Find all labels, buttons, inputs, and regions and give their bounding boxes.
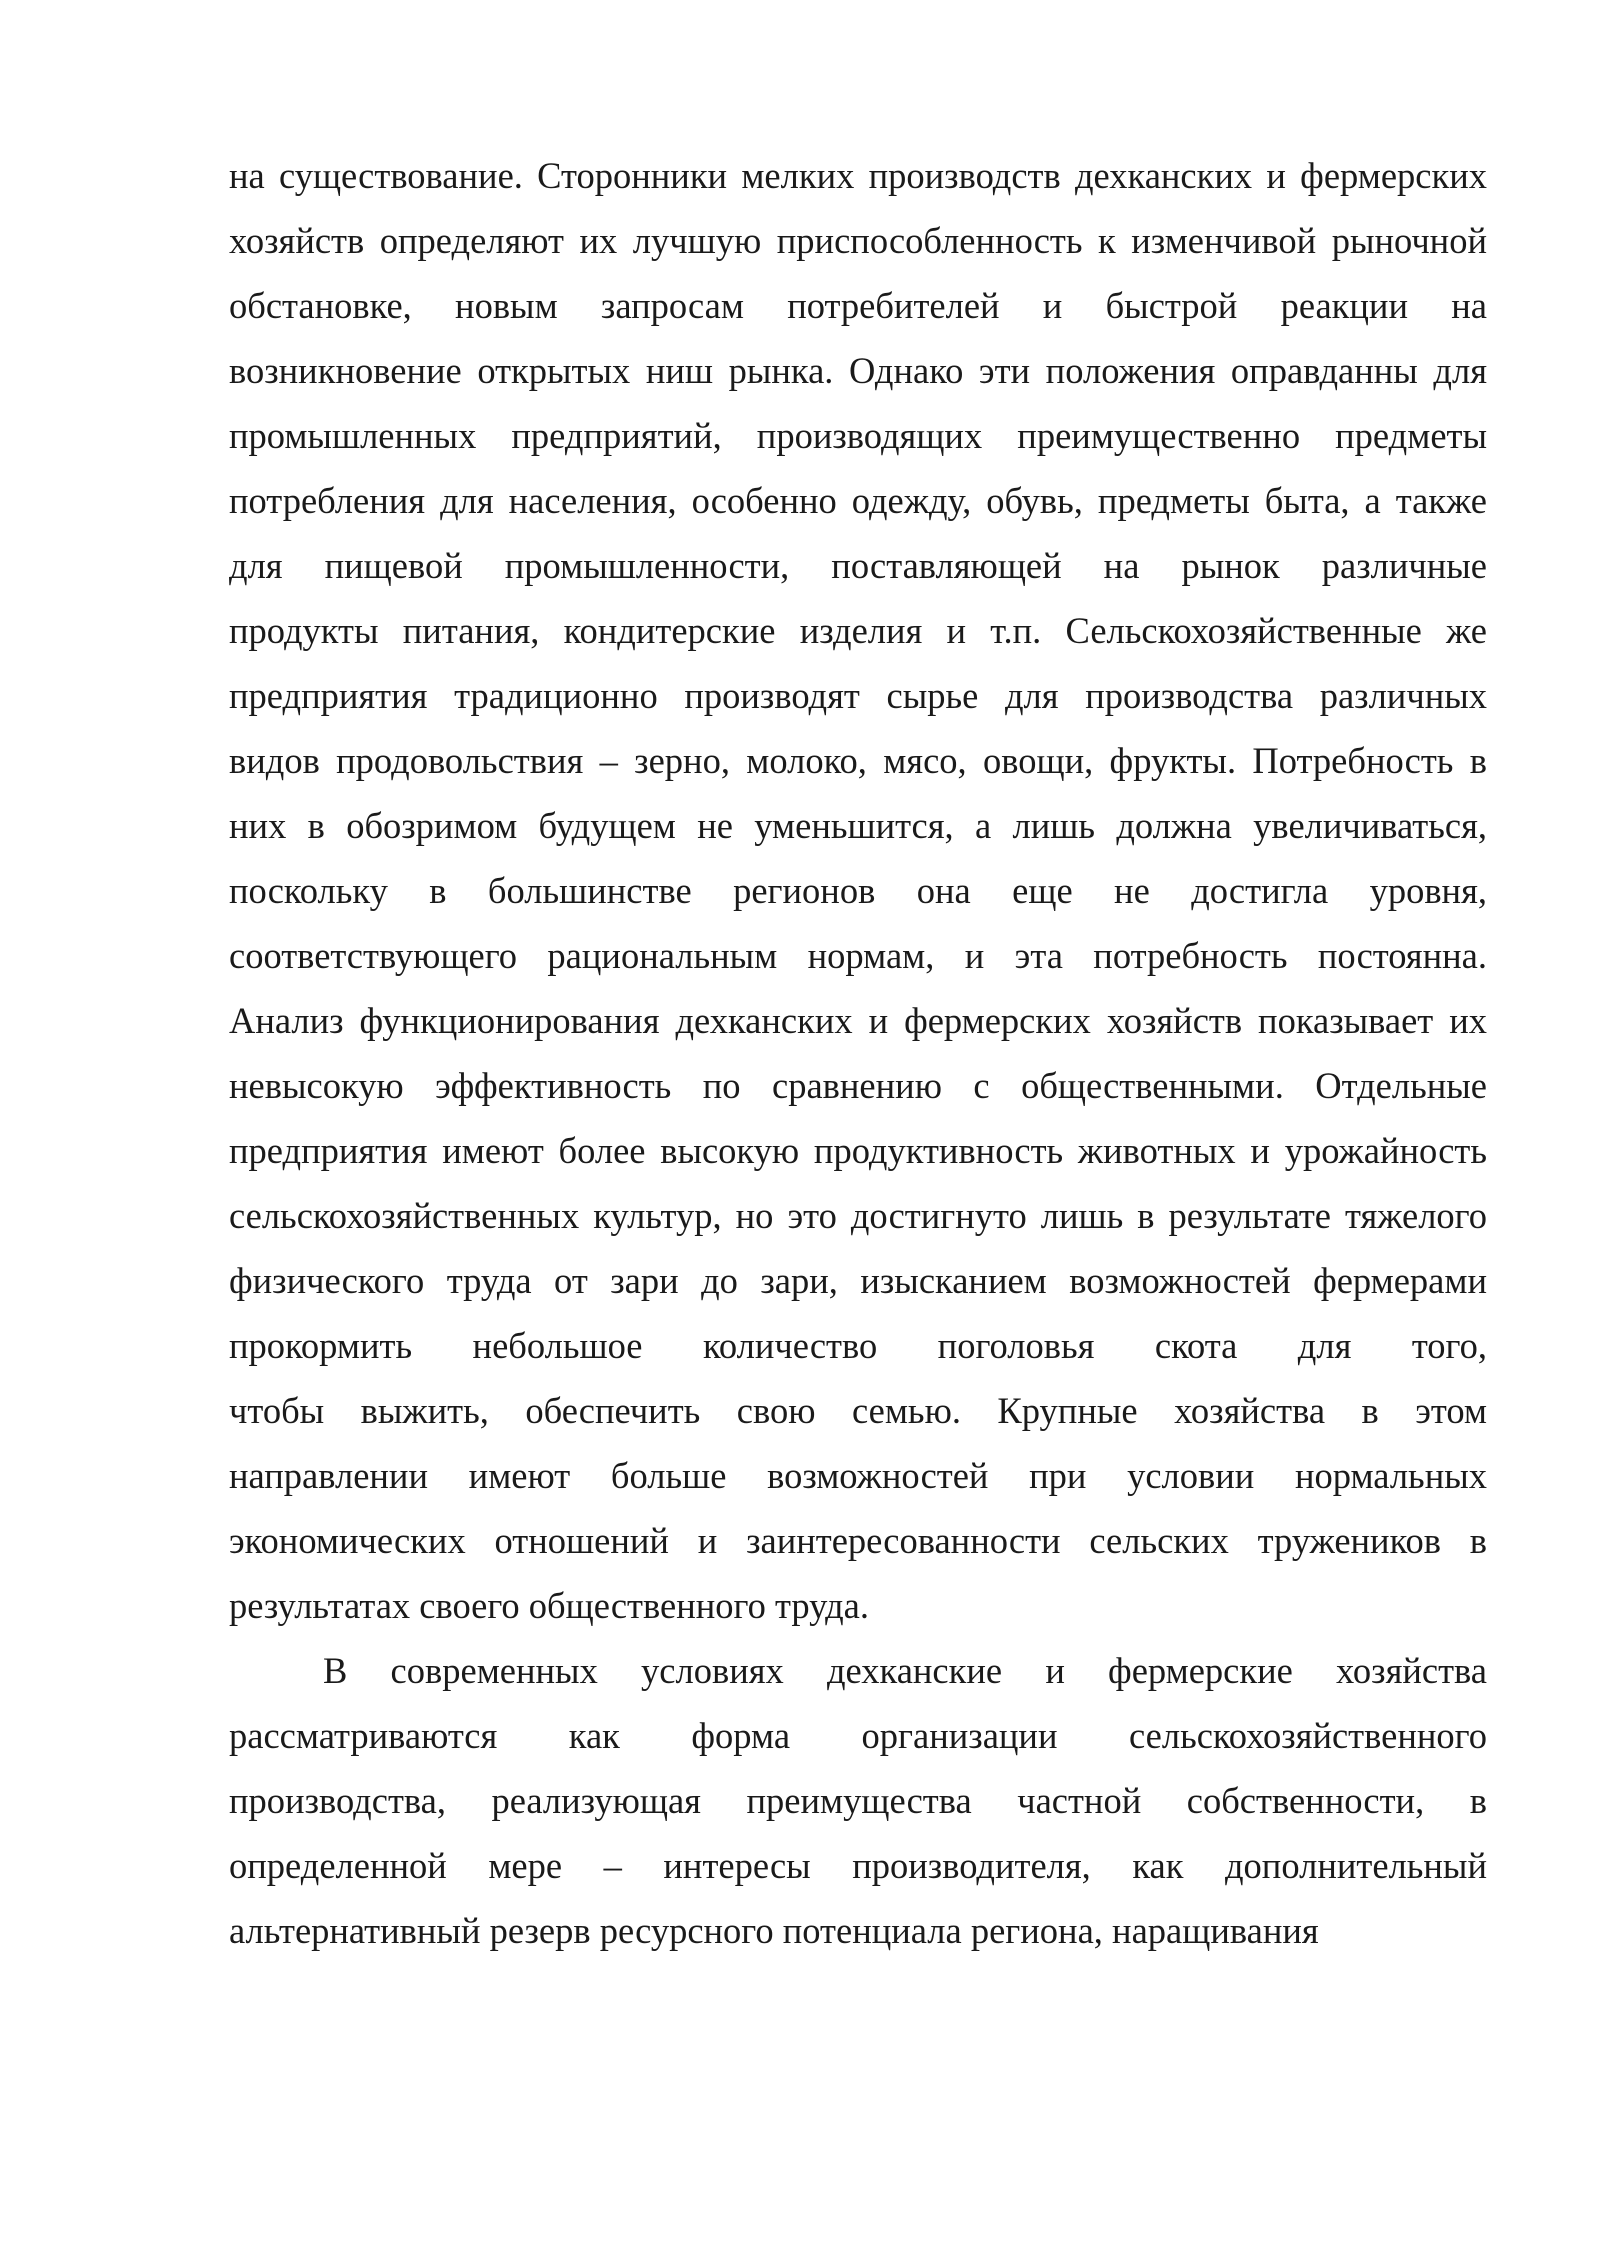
text-line: Анализ функционирования дехканских и фермерских хозяйств показывает их bbox=[229, 1000, 1487, 1041]
text-line: соответствующего рациональным нормам, и эта потребность постоянна. bbox=[229, 935, 1487, 976]
text-line: чтобы выжить, обеспечить свою семью. Крупные хозяйства в этом bbox=[229, 1390, 1487, 1431]
text-line: промышленных предприятий, производящих преимущественно предметы bbox=[229, 415, 1487, 456]
paragraph-last-line: результатах своего общественного труда. bbox=[229, 1585, 869, 1626]
text-line: невысокую эффективность по сравнению с общественными. Отдельные bbox=[229, 1065, 1487, 1106]
paragraph-first-line: В современных условиях дехканские и фермерские хозяйства bbox=[323, 1650, 1487, 1691]
text-line: рассматриваются как форма организации сельскохозяйственного bbox=[229, 1715, 1487, 1756]
text-line: продукты питания, кондитерские изделия и т.п. Сельскохозяйственные же bbox=[229, 610, 1487, 651]
text-line: сельскохозяйственных культур, но это достигнуто лишь в результате тяжелого bbox=[229, 1195, 1487, 1236]
text-line: производства, реализующая преимущества частной собственности, в bbox=[229, 1780, 1487, 1821]
text-line: потребления для населения, особенно одежду, обувь, предметы быта, а также bbox=[229, 480, 1487, 521]
text-line: обстановке, новым запросам потребителей и быстрой реакции на bbox=[229, 285, 1487, 326]
text-line: определенной мере – интересы производителя, как дополнительный bbox=[229, 1845, 1487, 1886]
text-line: для пищевой промышленности, поставляющей на рынок различные bbox=[229, 545, 1487, 586]
text-line: видов продовольствия – зерно, молоко, мясо, овощи, фрукты. Потребность в bbox=[229, 740, 1487, 781]
text-line: предприятия имеют более высокую продуктивность животных и урожайность bbox=[229, 1130, 1487, 1171]
text-line: предприятия традиционно производят сырье для производства различных bbox=[229, 675, 1487, 716]
text-line: направлении имеют больше возможностей при условии нормальных bbox=[229, 1455, 1487, 1496]
text-line: экономических отношений и заинтересованности сельских тружеников в bbox=[229, 1520, 1487, 1561]
text-line: хозяйств определяют их лучшую приспособленность к изменчивой рыночной bbox=[229, 220, 1487, 261]
text-line: на существование. Сторонники мелких производств дехканских и фермерских bbox=[229, 155, 1487, 196]
text-line: них в обозримом будущем не уменьшится, а лишь должна увеличиваться, bbox=[229, 805, 1487, 846]
text-line: возникновение открытых ниш рынка. Однако эти положения оправданны для bbox=[229, 350, 1487, 391]
body-text bbox=[229, 143, 1487, 1963]
text-line: прокормить небольшое количество поголовья скота для того, bbox=[229, 1325, 1487, 1366]
text-line: физического труда от зари до зари, изысканием возможностей фермерами bbox=[229, 1260, 1487, 1301]
text-line: альтернативный резерв ресурсного потенциала региона, наращивания bbox=[229, 1910, 1319, 1951]
text-line: поскольку в большинстве регионов она еще не достигла уровня, bbox=[229, 870, 1487, 911]
